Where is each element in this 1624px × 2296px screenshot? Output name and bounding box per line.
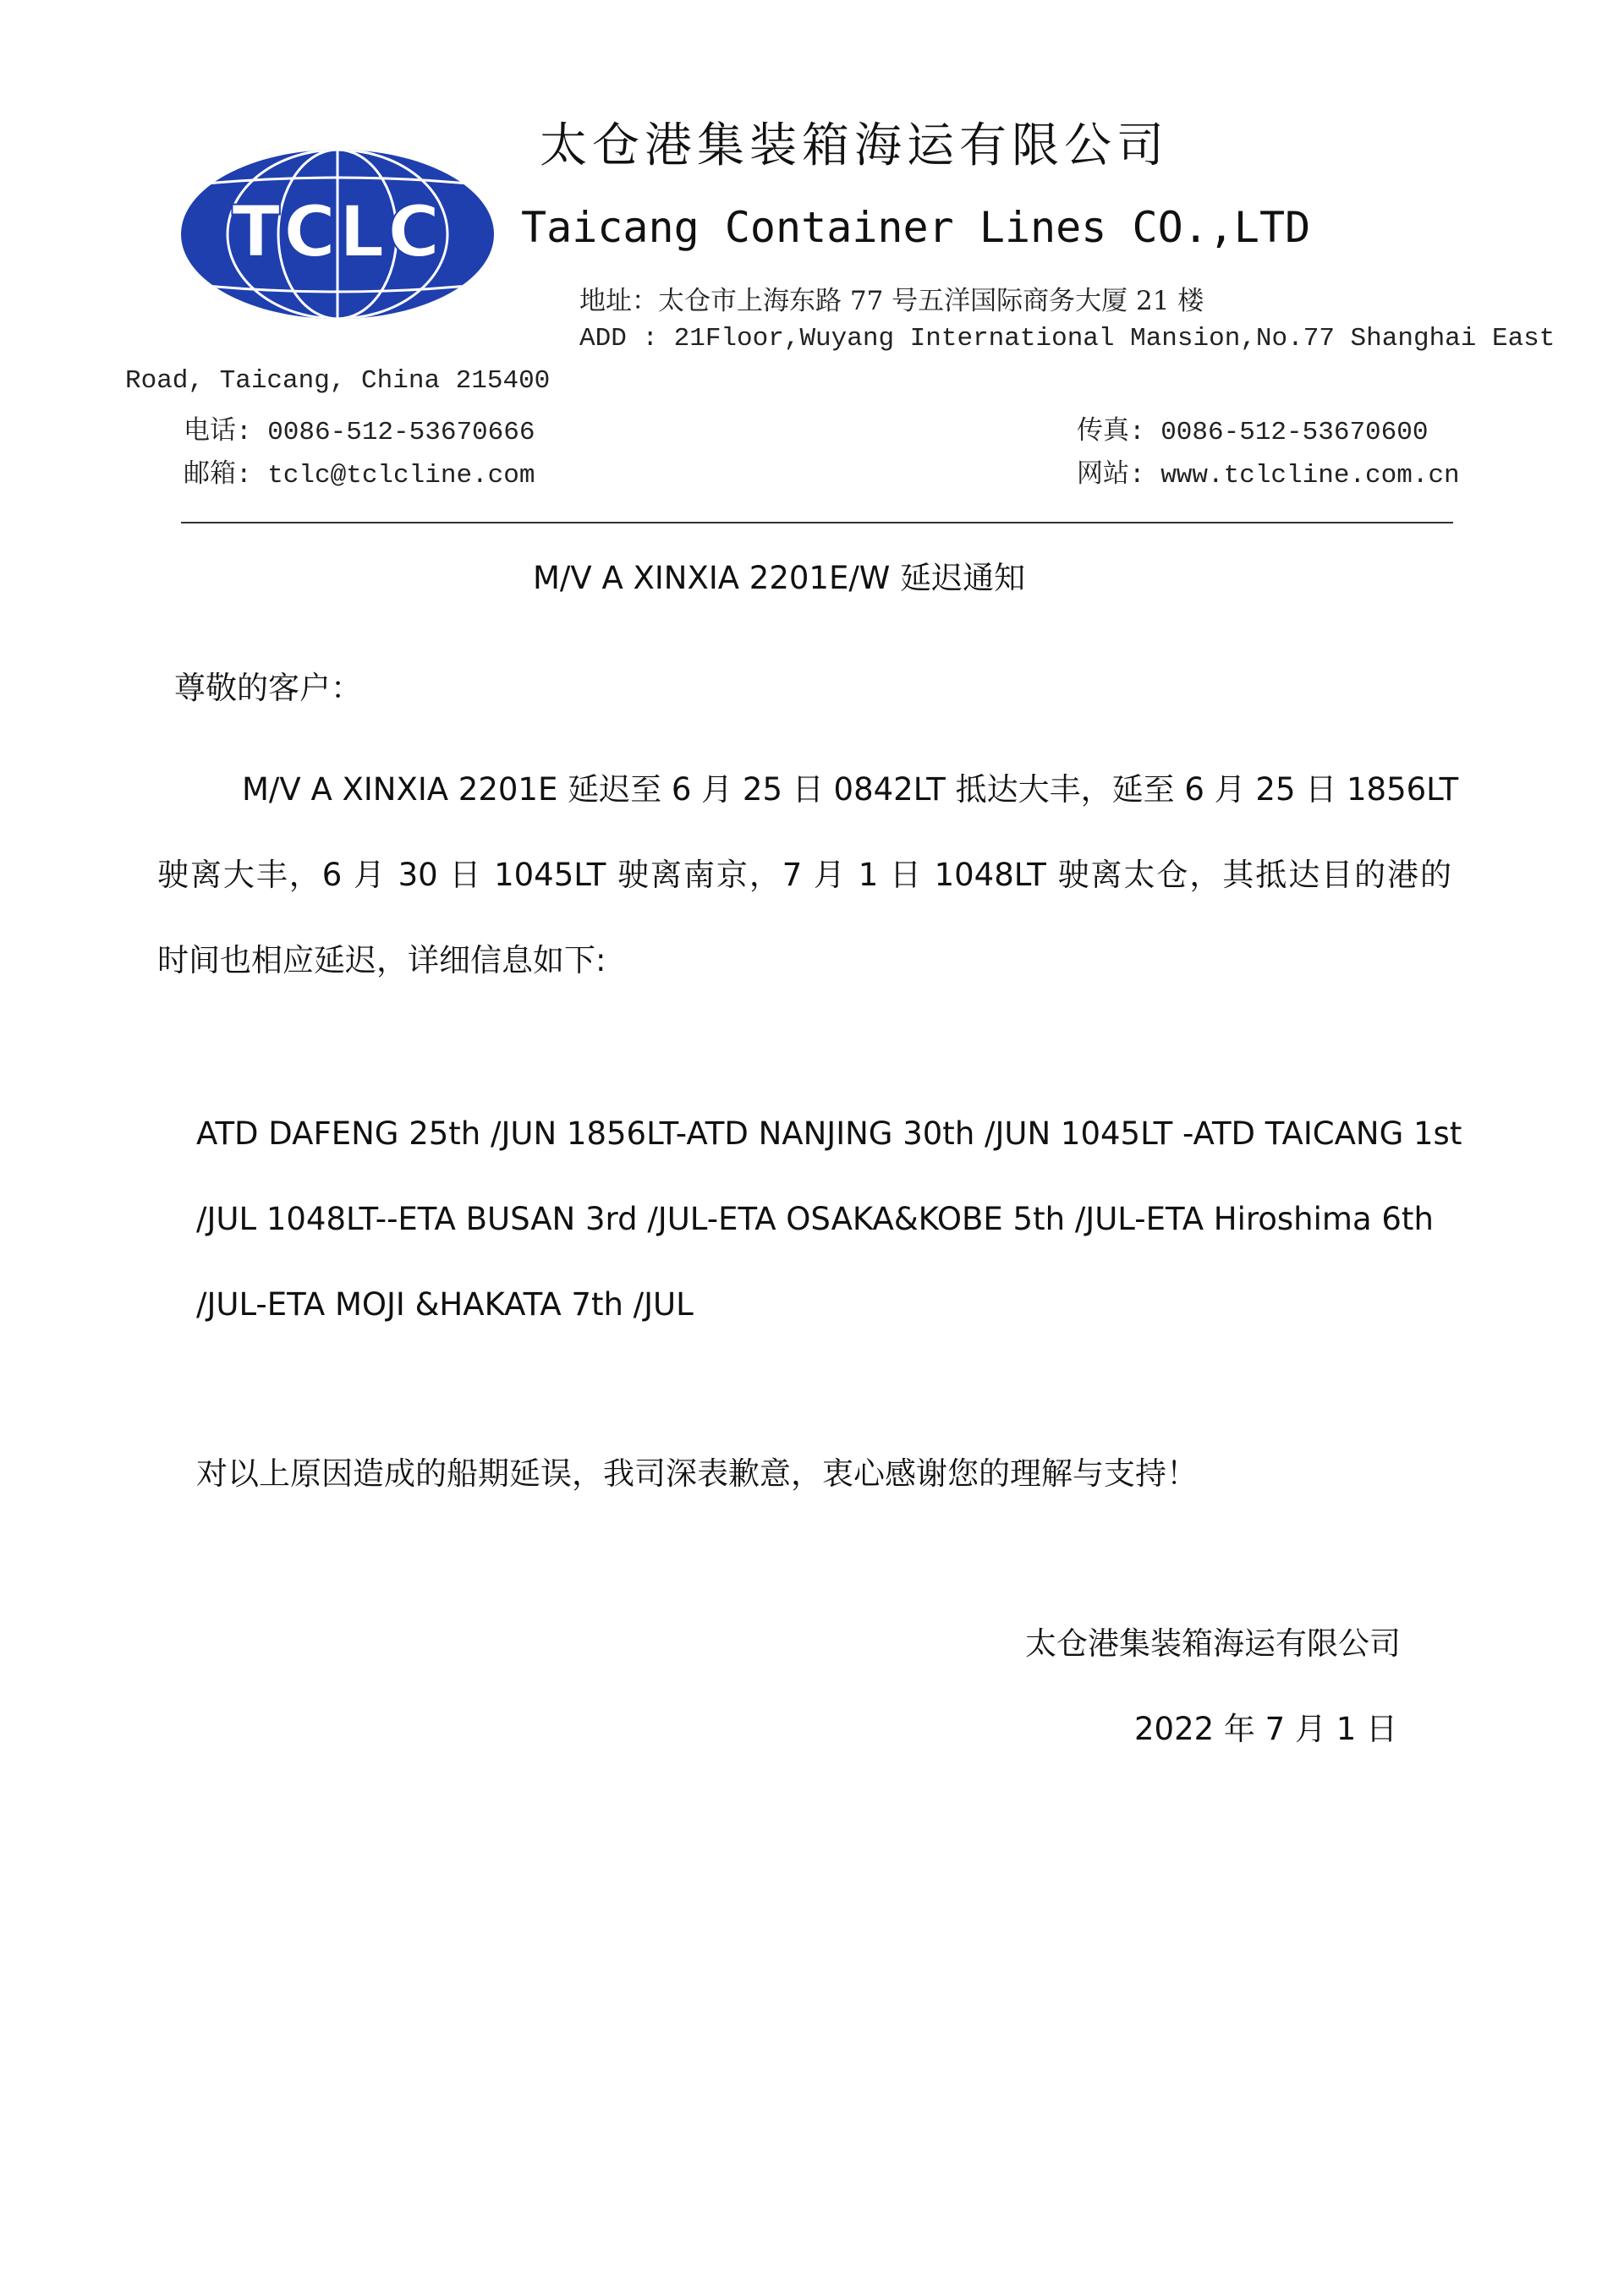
notice-paragraph — [157, 747, 1459, 1003]
paragraph-line: 驶离大丰，6 月 30 日 1045LT 驶离南京，7 月 1 日 1048LT 驶离太仓，其抵达目的港的 — [157, 857, 1451, 893]
email-address: 邮箱: tclc@tclcline.com — [184, 461, 535, 490]
schedule-block — [196, 1091, 1462, 1347]
signature-date: 2022 年 7 月 1 日 — [1134, 1711, 1398, 1747]
apology-text: 对以上原因造成的船期延误，我司深表歉意，衷心感谢您的理解与支持！ — [196, 1455, 1198, 1492]
paragraph-line: 时间也相应延迟，详细信息如下: — [157, 942, 606, 978]
header-divider — [181, 522, 1453, 523]
fax-number: 传真: 0086-512-53670600 — [1077, 418, 1429, 447]
schedule-line: /JUL-ETA MOJI &HAKATA 7th /JUL — [196, 1286, 694, 1323]
phone-number: 电话: 0086-512-53670666 — [184, 418, 535, 447]
website-address: 网站: www.tclcline.com.cn — [1077, 461, 1460, 490]
company-logo — [181, 148, 494, 321]
company-name-en: Taicang Container Lines CO.,LTD — [521, 203, 1311, 252]
address-en-line2: Road, Taicang, China 215400 — [125, 366, 551, 396]
notice-title: M/V A XINXIA 2201E/W 延迟通知 — [533, 560, 1026, 596]
schedule-line: ATD DAFENG 25th /JUN 1856LT-ATD NANJING 30th /JUN 1045LT -ATD TAICANG 1st — [196, 1115, 1462, 1152]
signature-company: 太仓港集装箱海运有限公司 — [1025, 1625, 1401, 1662]
address-en-line1: ADD : 21Floor,Wuyang International Mansion,No.77 Shanghai East — [579, 324, 1555, 353]
address-cn: 地址：太仓市上海东路 77 号五洋国际商务大厦 21 楼 — [579, 286, 1204, 316]
schedule-line: /JUL 1048LT--ETA BUSAN 3rd /JUL-ETA OSAKA&KOBE 5th /JUL-ETA Hiroshima 6th — [196, 1201, 1434, 1237]
company-name-cn: 太仓港集装箱海运有限公司 — [540, 118, 1169, 173]
paragraph-line: M/V A XINXIA 2201E 延迟至 6 月 25 日 0842LT 抵达大丰，延至 6 月 25 日 1856LT — [242, 771, 1459, 808]
salutation: 尊敬的客户： — [174, 670, 362, 706]
svg-text:TCLC: TCLC — [231, 190, 444, 273]
